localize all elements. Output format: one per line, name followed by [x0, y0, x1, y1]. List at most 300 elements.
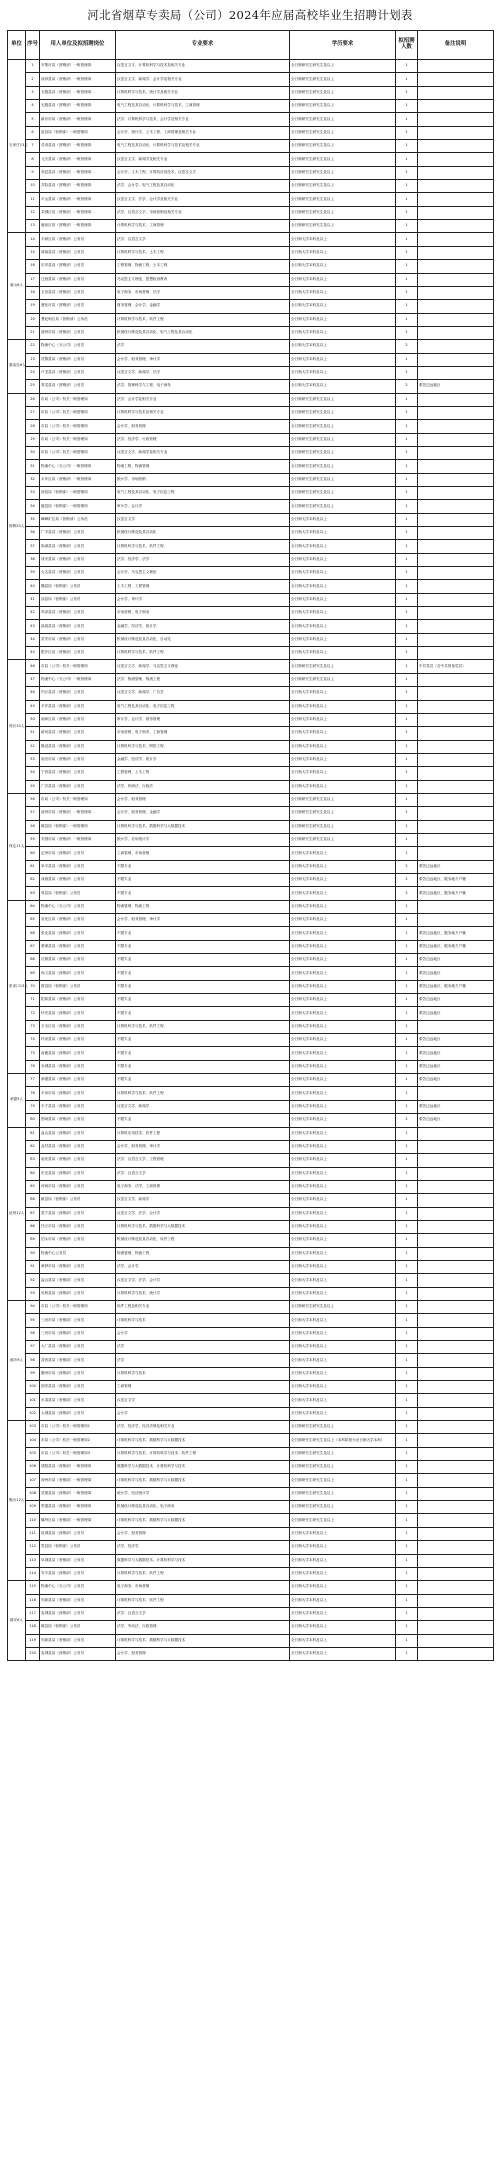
- education-cell: 全日制研究生研究生及以上: [290, 833, 396, 846]
- count-cell: 1: [396, 1300, 418, 1313]
- row-number-cell: 98: [26, 1354, 40, 1367]
- count-cell: 1: [396, 940, 418, 953]
- major-cell: 审计学、会计学、财务管理: [116, 713, 290, 726]
- table-row: [8, 286, 494, 299]
- count-cell: 1: [396, 1367, 418, 1380]
- row-number-cell: 33: [26, 487, 40, 500]
- major-cell: 物流管理、物流工程: [116, 1247, 290, 1260]
- note-cell: [418, 1581, 494, 1594]
- table-row: [8, 820, 494, 833]
- count-cell: 1: [396, 1447, 418, 1460]
- count-cell: 1: [396, 393, 418, 406]
- education-cell: 全日制大学本科及以上: [290, 780, 396, 793]
- education-cell: 全日制大学本科及以上: [290, 260, 396, 273]
- table-row: [8, 1394, 494, 1407]
- note-cell: 艰苦边远地区: [418, 1074, 494, 1087]
- note-cell: 中共党员（含中共预备党员）: [418, 660, 494, 673]
- table-row: [8, 1634, 494, 1647]
- major-cell: 财务管理、会计学、金融学: [116, 300, 290, 313]
- row-number-cell: 43: [26, 620, 40, 633]
- position-cell: 青龙县局（营销部）公务员: [40, 380, 116, 393]
- note-cell: [418, 446, 494, 459]
- position-cell: 霸州市局（营销部）公务员: [40, 1367, 116, 1380]
- count-cell: 1: [396, 100, 418, 113]
- position-cell: 景县局（营销部）公务员: [40, 1541, 116, 1554]
- position-cell: 盐山县局（营销部）公务员: [40, 1127, 116, 1140]
- count-cell: 1: [396, 767, 418, 780]
- table-row: [8, 446, 494, 459]
- row-number-cell: 57: [26, 807, 40, 820]
- education-cell: 全日制大学本科及以上: [290, 1621, 396, 1634]
- position-cell: 隆尧县局（营销部）公务员: [40, 740, 116, 753]
- note-cell: [418, 246, 494, 259]
- row-number-cell: 62: [26, 873, 40, 886]
- position-cell: 广宗县局（营销部）公务员: [40, 780, 116, 793]
- major-cell: 不限专业: [116, 954, 290, 967]
- table-row: [8, 246, 494, 259]
- table-row: [8, 1461, 494, 1474]
- education-cell: 全日制大学本科及以上: [290, 1394, 396, 1407]
- major-cell: 数据科学与大数据技术、计算机科学与技术: [116, 1461, 290, 1474]
- count-cell: 1: [396, 607, 418, 620]
- header-note: 备注说明: [418, 31, 494, 60]
- education-cell: 全日制大学本科及以上: [290, 1114, 396, 1127]
- row-number-cell: 51: [26, 727, 40, 740]
- position-cell: 大厂县局（营销部）公务员: [40, 1341, 116, 1354]
- table-row: [8, 233, 494, 246]
- note-cell: [418, 1554, 494, 1567]
- education-cell: 全日制大学本科及以上: [290, 1341, 396, 1354]
- position-cell: 平泉市局（营销部）公务员: [40, 1087, 116, 1100]
- education-cell: 全日制大学本科及以上: [290, 1327, 396, 1340]
- count-cell: 1: [396, 1327, 418, 1340]
- note-cell: [418, 1621, 494, 1634]
- note-cell: [418, 833, 494, 846]
- education-cell: 全日制大学本科及以上: [290, 1194, 396, 1207]
- education-cell: 全日制大学本科及以上: [290, 753, 396, 766]
- count-cell: 1: [396, 900, 418, 913]
- major-cell: 不限专业: [116, 873, 290, 886]
- major-cell: 电气工程及其自动化、电子信息工程: [116, 487, 290, 500]
- major-cell: 电气工程及其自动化、计算机科学与技术及相关专业: [116, 140, 290, 153]
- position-cell: 邱县局（营销部）公务员: [40, 593, 116, 606]
- table-row: [8, 687, 494, 700]
- education-cell: 全日制大学本科及以上: [290, 1274, 396, 1287]
- note-cell: [418, 1487, 494, 1500]
- education-cell: 全日制研究生研究生及以上（本科阶段为全日制大学本科）: [290, 1434, 396, 1447]
- note-cell: [418, 1234, 494, 1247]
- row-number-cell: 65: [26, 914, 40, 927]
- row-number-cell: 76: [26, 1060, 40, 1073]
- count-cell: 1: [396, 620, 418, 633]
- note-cell: [418, 513, 494, 526]
- education-cell: 全日制大学本科及以上: [290, 233, 396, 246]
- note-cell: [418, 1567, 494, 1580]
- note-cell: [418, 633, 494, 646]
- row-number-cell: 108: [26, 1487, 40, 1500]
- major-cell: 电子商务、法学、工商管理: [116, 1180, 290, 1193]
- count-cell: 2: [396, 340, 418, 353]
- table-row: [8, 1367, 494, 1380]
- count-cell: 1: [396, 593, 418, 606]
- position-cell: 容城县局（营销部）公务员: [40, 1647, 116, 1660]
- unit-cell: 廊坊9人: [8, 1300, 26, 1420]
- position-cell: 盐山县局（营销部）公务员: [40, 1274, 116, 1287]
- count-cell: 2: [396, 1114, 418, 1127]
- row-number-cell: 7: [26, 140, 40, 153]
- education-cell: 全日制大学本科及以上: [290, 1354, 396, 1367]
- row-number-cell: 8: [26, 153, 40, 166]
- count-cell: 1: [396, 433, 418, 446]
- major-cell: 会计学、马克思主义理论: [116, 567, 290, 580]
- position-cell: 无极县局（营销部）一般管理岗: [40, 100, 116, 113]
- count-cell: 1: [396, 1647, 418, 1660]
- note-cell: [418, 1407, 494, 1420]
- note-cell: [418, 140, 494, 153]
- major-cell: 电子商务、市场营销、法学: [116, 286, 290, 299]
- count-cell: 1: [396, 1234, 418, 1247]
- recruitment-table: [7, 30, 494, 1661]
- education-cell: 全日制大学本科及以上: [290, 687, 396, 700]
- major-cell: 法学、物流管理、物流工程: [116, 673, 290, 686]
- education-cell: 全日制大学本科及以上: [290, 380, 396, 393]
- note-cell: [418, 780, 494, 793]
- table-row: [8, 914, 494, 927]
- table-row: [8, 740, 494, 753]
- table-row: [8, 1647, 494, 1660]
- education-cell: 全日制研究生研究生及以上: [290, 1501, 396, 1514]
- count-cell: 1: [396, 1047, 418, 1060]
- education-cell: 全日制大学本科及以上: [290, 700, 396, 713]
- row-number-cell: 72: [26, 1007, 40, 1020]
- position-cell: 冀州区局（营销部）一般管理岗: [40, 1514, 116, 1527]
- position-cell: 肥乡区局（营销部）公务员: [40, 647, 116, 660]
- header-major: 专业要求: [116, 31, 290, 60]
- count-cell: 1: [396, 1207, 418, 1220]
- major-cell: 汉语言文字、新闻学及相关专业: [116, 446, 290, 459]
- position-cell: 万全区局（营销部）公务员: [40, 1020, 116, 1033]
- major-cell: 汉语言文学、法学、会计学: [116, 1207, 290, 1220]
- table-row: [8, 620, 494, 633]
- education-cell: 全日制大学本科及以上: [290, 326, 396, 339]
- row-number-cell: 77: [26, 1074, 40, 1087]
- row-number-cell: 2: [26, 73, 40, 86]
- position-cell: 武安市局（营销部）公务员: [40, 633, 116, 646]
- note-cell: [418, 820, 494, 833]
- education-cell: 全日制大学本科及以上: [290, 740, 396, 753]
- table-row: [8, 340, 494, 353]
- note-cell: [418, 73, 494, 86]
- position-cell: 容城县局（营销部）公务员: [40, 1607, 116, 1620]
- major-cell: 机械设计制造及其自动化、电子商务: [116, 1501, 290, 1514]
- count-cell: 1: [396, 927, 418, 940]
- row-number-cell: 23: [26, 353, 40, 366]
- position-cell: 市局（公司）机关一般管理岗: [40, 420, 116, 433]
- education-cell: 全日制大学本科及以上: [290, 1047, 396, 1060]
- education-cell: 全日制大学本科及以上: [290, 980, 396, 993]
- count-cell: 1: [396, 1247, 418, 1260]
- education-cell: 全日制研究生研究生及以上: [290, 220, 396, 233]
- table-row: [8, 1354, 494, 1367]
- table-row: [8, 86, 494, 99]
- position-cell: 市局（公司）机关一般管理岗: [40, 793, 116, 806]
- count-cell: 2: [396, 380, 418, 393]
- note-cell: [418, 607, 494, 620]
- row-number-cell: 15: [26, 246, 40, 259]
- note-cell: [418, 1394, 494, 1407]
- table-row: [8, 366, 494, 379]
- count-cell: 1: [396, 1407, 418, 1420]
- position-cell: 枣强县局（营销部）一般管理岗: [40, 1501, 116, 1514]
- position-cell: 物流中心（分公司）一般管理岗: [40, 460, 116, 473]
- education-cell: 全日制研究生研究生及以上: [290, 193, 396, 206]
- position-cell: 康保县局（营销部）公务员: [40, 940, 116, 953]
- table-row: [8, 540, 494, 553]
- major-cell: 机械设计制造及其自动化: [116, 527, 290, 540]
- row-number-cell: 16: [26, 260, 40, 273]
- row-number-cell: 95: [26, 1314, 40, 1327]
- education-cell: 全日制大学本科及以上: [290, 1140, 396, 1153]
- note-cell: [418, 713, 494, 726]
- position-cell: 赤城县局（营销部）公务员: [40, 1060, 116, 1073]
- major-cell: 计算机科学与技术、软件工程: [116, 1020, 290, 1033]
- row-number-cell: 36: [26, 527, 40, 540]
- position-cell: 大城县局（营销部）公务员: [40, 1407, 116, 1420]
- education-cell: 全日制大学本科及以上: [290, 553, 396, 566]
- table-row: [8, 833, 494, 846]
- table-row: [8, 1421, 494, 1434]
- education-cell: 全日制研究生研究生及以上: [290, 1300, 396, 1313]
- count-cell: 1: [396, 126, 418, 139]
- major-cell: 计算机科学与技术、软件工程: [116, 313, 290, 326]
- table-row: [8, 100, 494, 113]
- row-number-cell: 100: [26, 1381, 40, 1394]
- position-cell: 市局（公司）机关一般管理岗: [40, 446, 116, 459]
- count-cell: 1: [396, 1527, 418, 1540]
- note-cell: [418, 567, 494, 580]
- note-cell: [418, 166, 494, 179]
- major-cell: 计算机科学与技术、数据科学与大数据技术: [116, 1634, 290, 1647]
- table-row: [8, 1287, 494, 1300]
- position-cell: 元氏县局（营销部）一般管理岗: [40, 153, 116, 166]
- note-cell: 艰苦边远地区: [418, 1060, 494, 1073]
- education-cell: 全日制大学本科及以上: [290, 620, 396, 633]
- education-cell: 全日制研究生研究生及以上: [290, 1474, 396, 1487]
- row-number-cell: 10: [26, 180, 40, 193]
- row-number-cell: 103: [26, 1421, 40, 1434]
- table-row: [8, 140, 494, 153]
- education-cell: 全日制大学本科及以上: [290, 1287, 396, 1300]
- note-cell: [418, 340, 494, 353]
- table-row: [8, 994, 494, 1007]
- note-cell: [418, 593, 494, 606]
- row-number-cell: 13: [26, 220, 40, 233]
- count-cell: 1: [396, 1354, 418, 1367]
- note-cell: 艰苦边远地区、服务地方户籍: [418, 873, 494, 886]
- position-cell: 宁晋县局（营销部）公务员: [40, 767, 116, 780]
- position-cell: 怀安县局（营销部）公务员: [40, 1007, 116, 1020]
- major-cell: 机械设计制造及其自动化、软件工程: [116, 1234, 290, 1247]
- note-cell: 艰苦边远地区、服务地方户籍: [418, 980, 494, 993]
- position-cell: 南和区局（营销部）公务员: [40, 713, 116, 726]
- row-number-cell: 60: [26, 847, 40, 860]
- row-number-cell: 68: [26, 954, 40, 967]
- major-cell: 汉语言文学、新闻学、法学: [116, 366, 290, 379]
- table-row: [8, 1074, 494, 1087]
- note-cell: [418, 1087, 494, 1100]
- education-cell: 全日制大学本科及以上: [290, 1007, 396, 1020]
- unit-cell: 邯郸20人: [8, 393, 26, 660]
- position-cell: 物流中心（分公司）一般管理岗: [40, 673, 116, 686]
- major-cell: 不限专业: [116, 1034, 290, 1047]
- education-cell: 全日制研究生研究生及以上: [290, 166, 396, 179]
- major-cell: 计算机科学与技术、软件工程: [116, 1594, 290, 1607]
- major-cell: 法学、会计学、电气工程及其自动化: [116, 180, 290, 193]
- major-cell: 计算机科学与技术、数据科学与大数据技术: [116, 1434, 290, 1447]
- table-row: [8, 1047, 494, 1060]
- table-row: [8, 607, 494, 620]
- position-cell: 井陉县局（营销部）一般管理岗: [40, 180, 116, 193]
- row-number-cell: 119: [26, 1634, 40, 1647]
- education-cell: 全日制大学本科及以上: [290, 340, 396, 353]
- position-cell: 宣化区局（营销部）公务员: [40, 914, 116, 927]
- note-cell: [418, 1260, 494, 1273]
- row-number-cell: 55: [26, 780, 40, 793]
- table-row: [8, 1434, 494, 1447]
- row-number-cell: 118: [26, 1621, 40, 1634]
- count-cell: 1: [396, 406, 418, 419]
- table-row: [8, 1034, 494, 1047]
- note-cell: 艰苦边远地区、服务地方户籍: [418, 927, 494, 940]
- table-row: [8, 513, 494, 526]
- major-cell: 数据科学与大数据技术、计算机科学与技术: [116, 1554, 290, 1567]
- position-cell: 物流中心（分公司）公务员: [40, 900, 116, 913]
- note-cell: [418, 1341, 494, 1354]
- major-cell: 会计学: [116, 1327, 290, 1340]
- table-row: [8, 940, 494, 953]
- table-row: [8, 1274, 494, 1287]
- note-cell: [418, 1607, 494, 1620]
- table-row: [8, 1234, 494, 1247]
- row-number-cell: 71: [26, 994, 40, 1007]
- count-cell: 1: [396, 807, 418, 820]
- count-cell: 1: [396, 1607, 418, 1620]
- unit-cell: 张家口13人: [8, 900, 26, 1073]
- education-cell: 全日制研究生研究生及以上: [290, 1514, 396, 1527]
- education-cell: 全日制大学本科及以上: [290, 567, 396, 580]
- education-cell: 全日制大学本科及以上: [290, 1207, 396, 1220]
- table-row: [8, 927, 494, 940]
- row-number-cell: 3: [26, 86, 40, 99]
- education-cell: 全日制大学本科及以上: [290, 1527, 396, 1540]
- major-cell: 会计学、财务管理、审计学: [116, 1140, 290, 1153]
- table-row: [8, 380, 494, 393]
- table-row: [8, 1581, 494, 1594]
- note-cell: [418, 1194, 494, 1207]
- row-number-cell: 42: [26, 607, 40, 620]
- position-cell: 栾城区局（营销部）一般管理岗: [40, 206, 116, 219]
- count-cell: 1: [396, 980, 418, 993]
- major-cell: 计算机应用技术、软件工程: [116, 1127, 290, 1140]
- note-cell: [418, 1434, 494, 1447]
- education-cell: 全日制研究生研究生及以上: [290, 1421, 396, 1434]
- row-number-cell: 82: [26, 1140, 40, 1153]
- count-cell: 1: [396, 713, 418, 726]
- position-cell: 三河市局（营销部）公务员: [40, 1327, 116, 1340]
- position-cell: 滦州市局（营销部）公务员: [40, 326, 116, 339]
- major-cell: 法学、汉语言文学: [116, 1167, 290, 1180]
- table-row: [8, 126, 494, 139]
- education-cell: 全日制大学本科及以上: [290, 1567, 396, 1580]
- table-body: [8, 60, 494, 1661]
- count-cell: 1: [396, 1594, 418, 1607]
- count-cell: 1: [396, 1274, 418, 1287]
- count-cell: 1: [396, 954, 418, 967]
- education-cell: 全日制大学本科及以上: [290, 300, 396, 313]
- row-number-cell: 18: [26, 286, 40, 299]
- major-cell: 汉语言文学、新闻学: [116, 1100, 290, 1113]
- position-cell: 广平县局（营销部）公务员: [40, 527, 116, 540]
- count-cell: 1: [396, 1007, 418, 1020]
- major-cell: 金融学、经济学、统计学: [116, 620, 290, 633]
- note-cell: [418, 540, 494, 553]
- education-cell: 全日制大学本科及以上: [290, 1034, 396, 1047]
- row-number-cell: 28: [26, 420, 40, 433]
- education-cell: 全日制大学本科及以上: [290, 994, 396, 1007]
- row-number-cell: 11: [26, 193, 40, 206]
- note-cell: [418, 1274, 494, 1287]
- major-cell: 计算机科学与技术、计算机科学与技术、软件工程: [116, 1447, 290, 1460]
- education-cell: 全日制大学本科及以上: [290, 540, 396, 553]
- count-cell: 1: [396, 166, 418, 179]
- education-cell: 全日制大学本科及以上: [290, 1554, 396, 1567]
- position-cell: 大名县局（营销部）公务员: [40, 567, 116, 580]
- education-cell: 全日制研究生研究生及以上: [290, 153, 396, 166]
- major-cell: 计算机科学与技术、软件工程: [116, 1567, 290, 1580]
- note-cell: [418, 767, 494, 780]
- row-number-cell: 74: [26, 1034, 40, 1047]
- education-cell: 全日制研究生研究生及以上: [290, 820, 396, 833]
- count-cell: 1: [396, 820, 418, 833]
- note-cell: [418, 1421, 494, 1434]
- note-cell: [418, 1327, 494, 1340]
- position-cell: 磁县局（营销部）一般管理岗: [40, 500, 116, 513]
- table-row: [8, 487, 494, 500]
- education-cell: 全日制大学本科及以上: [290, 1647, 396, 1660]
- count-cell: 1: [396, 140, 418, 153]
- row-number-cell: 61: [26, 860, 40, 873]
- position-cell: 滦南县局（营销部）公务员: [40, 246, 116, 259]
- note-cell: [418, 1207, 494, 1220]
- major-cell: 会计学、审计学: [116, 593, 290, 606]
- row-number-cell: 66: [26, 927, 40, 940]
- unit-cell: 石家庄13人: [8, 60, 26, 233]
- table-row: [8, 1527, 494, 1540]
- table-row: [8, 593, 494, 606]
- count-cell: 1: [396, 647, 418, 660]
- count-cell: 2: [396, 873, 418, 886]
- position-cell: 赵县局（营销部）一般管理岗: [40, 126, 116, 139]
- note-cell: [418, 1501, 494, 1514]
- note-cell: [418, 1287, 494, 1300]
- row-number-cell: 91: [26, 1260, 40, 1273]
- position-cell: 涉县局（营销部）一般管理岗: [40, 487, 116, 500]
- position-cell: 峰峰矿区局（营销部）公务员: [40, 513, 116, 526]
- note-cell: [418, 700, 494, 713]
- note-cell: [418, 1594, 494, 1607]
- major-cell: 计算机科学与技术、统计学: [116, 1287, 290, 1300]
- education-cell: 全日制大学本科及以上: [290, 860, 396, 873]
